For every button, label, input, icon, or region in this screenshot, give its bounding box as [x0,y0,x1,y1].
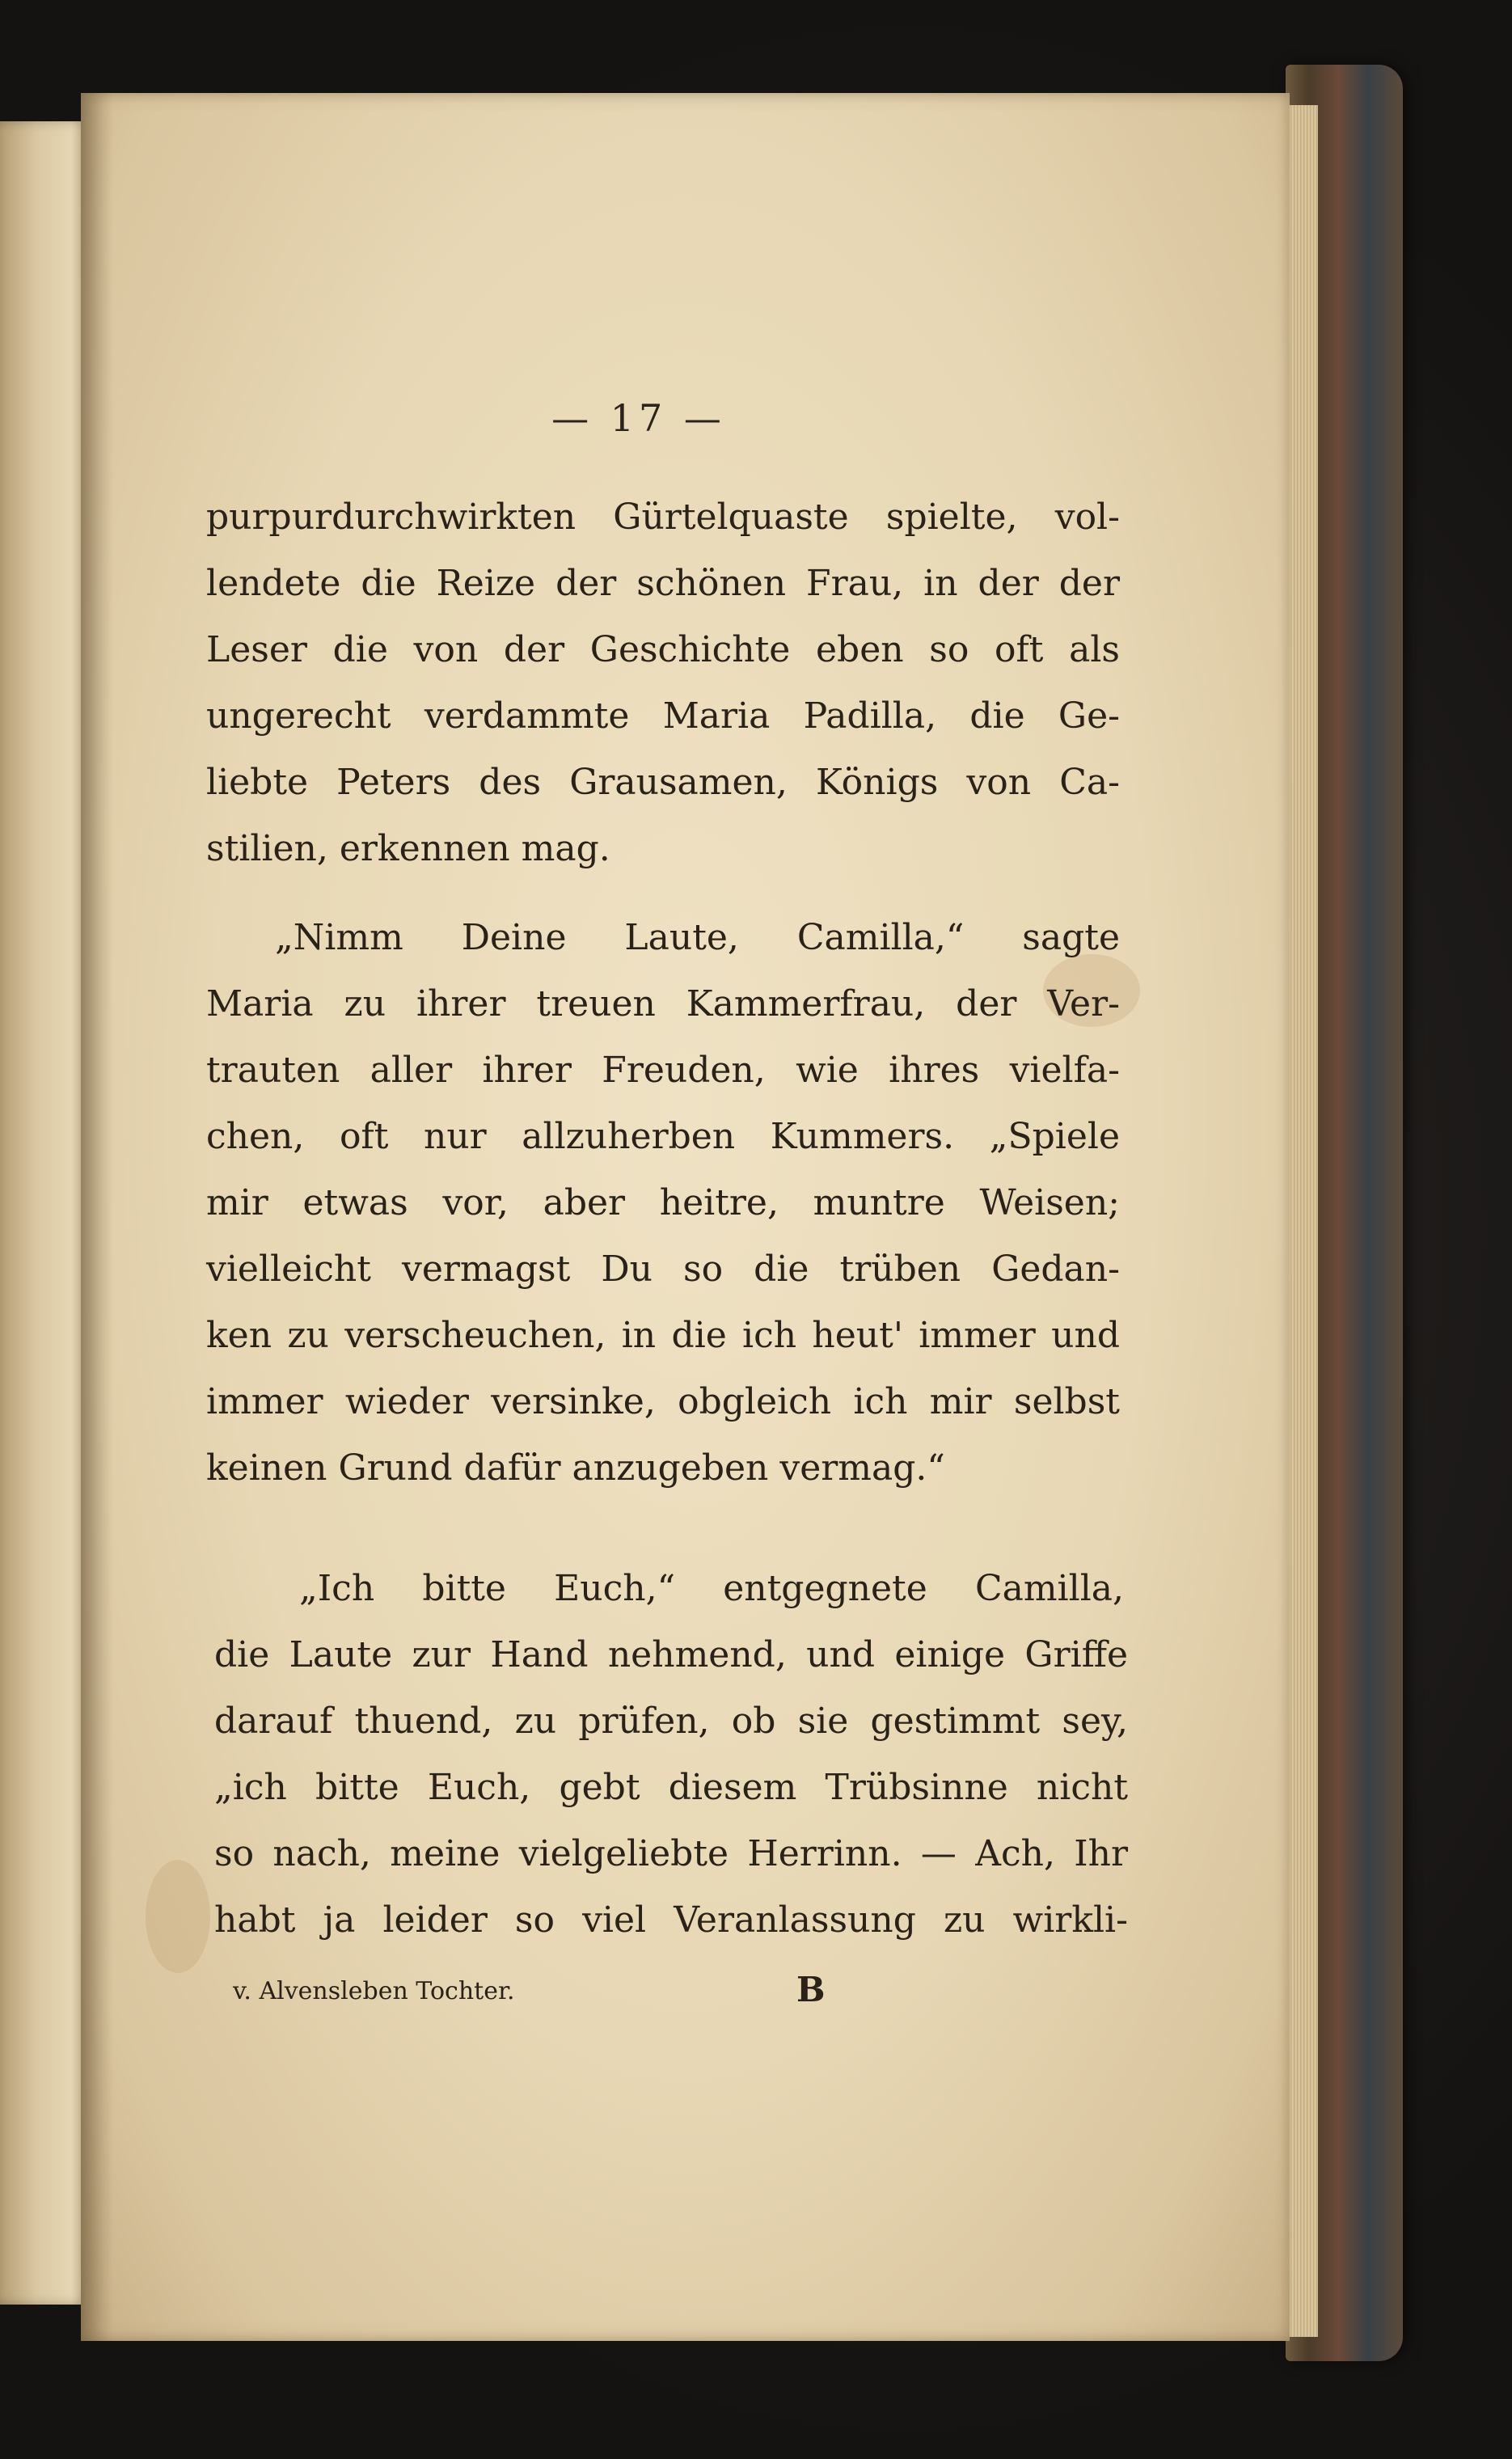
signature-mark: B [796,1970,826,2009]
text-line: „Nimm Deine Laute, Camilla,“ sagte [275,917,1120,958]
text-line: ken zu verscheuchen, in die ich heut' immer und [206,1315,1120,1356]
text-line: mir etwas vor, aber heitre, muntre Weisen; [206,1182,1120,1223]
text-line: purpurdurchwirkten Gürtelquaste spielte, vol- [206,496,1120,538]
printer-signature: v. Alvensleben Tochter. [233,1977,515,2005]
text-line: „Ich bitte Euch,“ entgegnete Camilla, [299,1568,1124,1609]
text-line: die Laute zur Hand nehmend, und einige Griffe [214,1634,1128,1675]
text-line: immer wieder versinke, obgleich ich mir selbst [206,1381,1120,1422]
text-line: chen, oft nur allzuherben Kummers. „Spiele [206,1116,1120,1157]
text-line: habt ja leider so viel Veranlassung zu wirkli- [214,1899,1128,1941]
facing-page-edge [0,121,89,2305]
text-line: stilien, erkennen mag. [206,828,610,869]
page-number: — 17 — [551,396,726,440]
paper-stain [146,1860,210,1973]
text-line: Maria zu ihrer treuen Kammerfrau, der Ver- [206,983,1120,1025]
text-line: Leser die von der Geschichte eben so oft als [206,629,1120,670]
text-line: darauf thuend, zu prüfen, ob sie gestimmt sey, [214,1701,1128,1742]
gutter-shadow [81,93,113,2341]
text-line: ungerecht verdammte Maria Padilla, die Ge- [206,695,1120,737]
text-line: so nach, meine vielgeliebte Herrinn. — Ach, Ihr [214,1833,1128,1874]
text-line: lendete die Reize der schönen Frau, in der der [206,563,1120,604]
text-line: trauten aller ihrer Freuden, wie ihres vielfa- [206,1050,1120,1091]
text-line: liebte Peters des Grausamen, Königs von Ca- [206,762,1120,803]
text-line: vielleicht vermagst Du so die trüben Gedan- [206,1249,1120,1290]
text-line: „ich bitte Euch, gebt diesem Trübsinne nicht [214,1767,1128,1808]
text-line: keinen Grund dafür anzugeben vermag.“ [206,1447,945,1489]
